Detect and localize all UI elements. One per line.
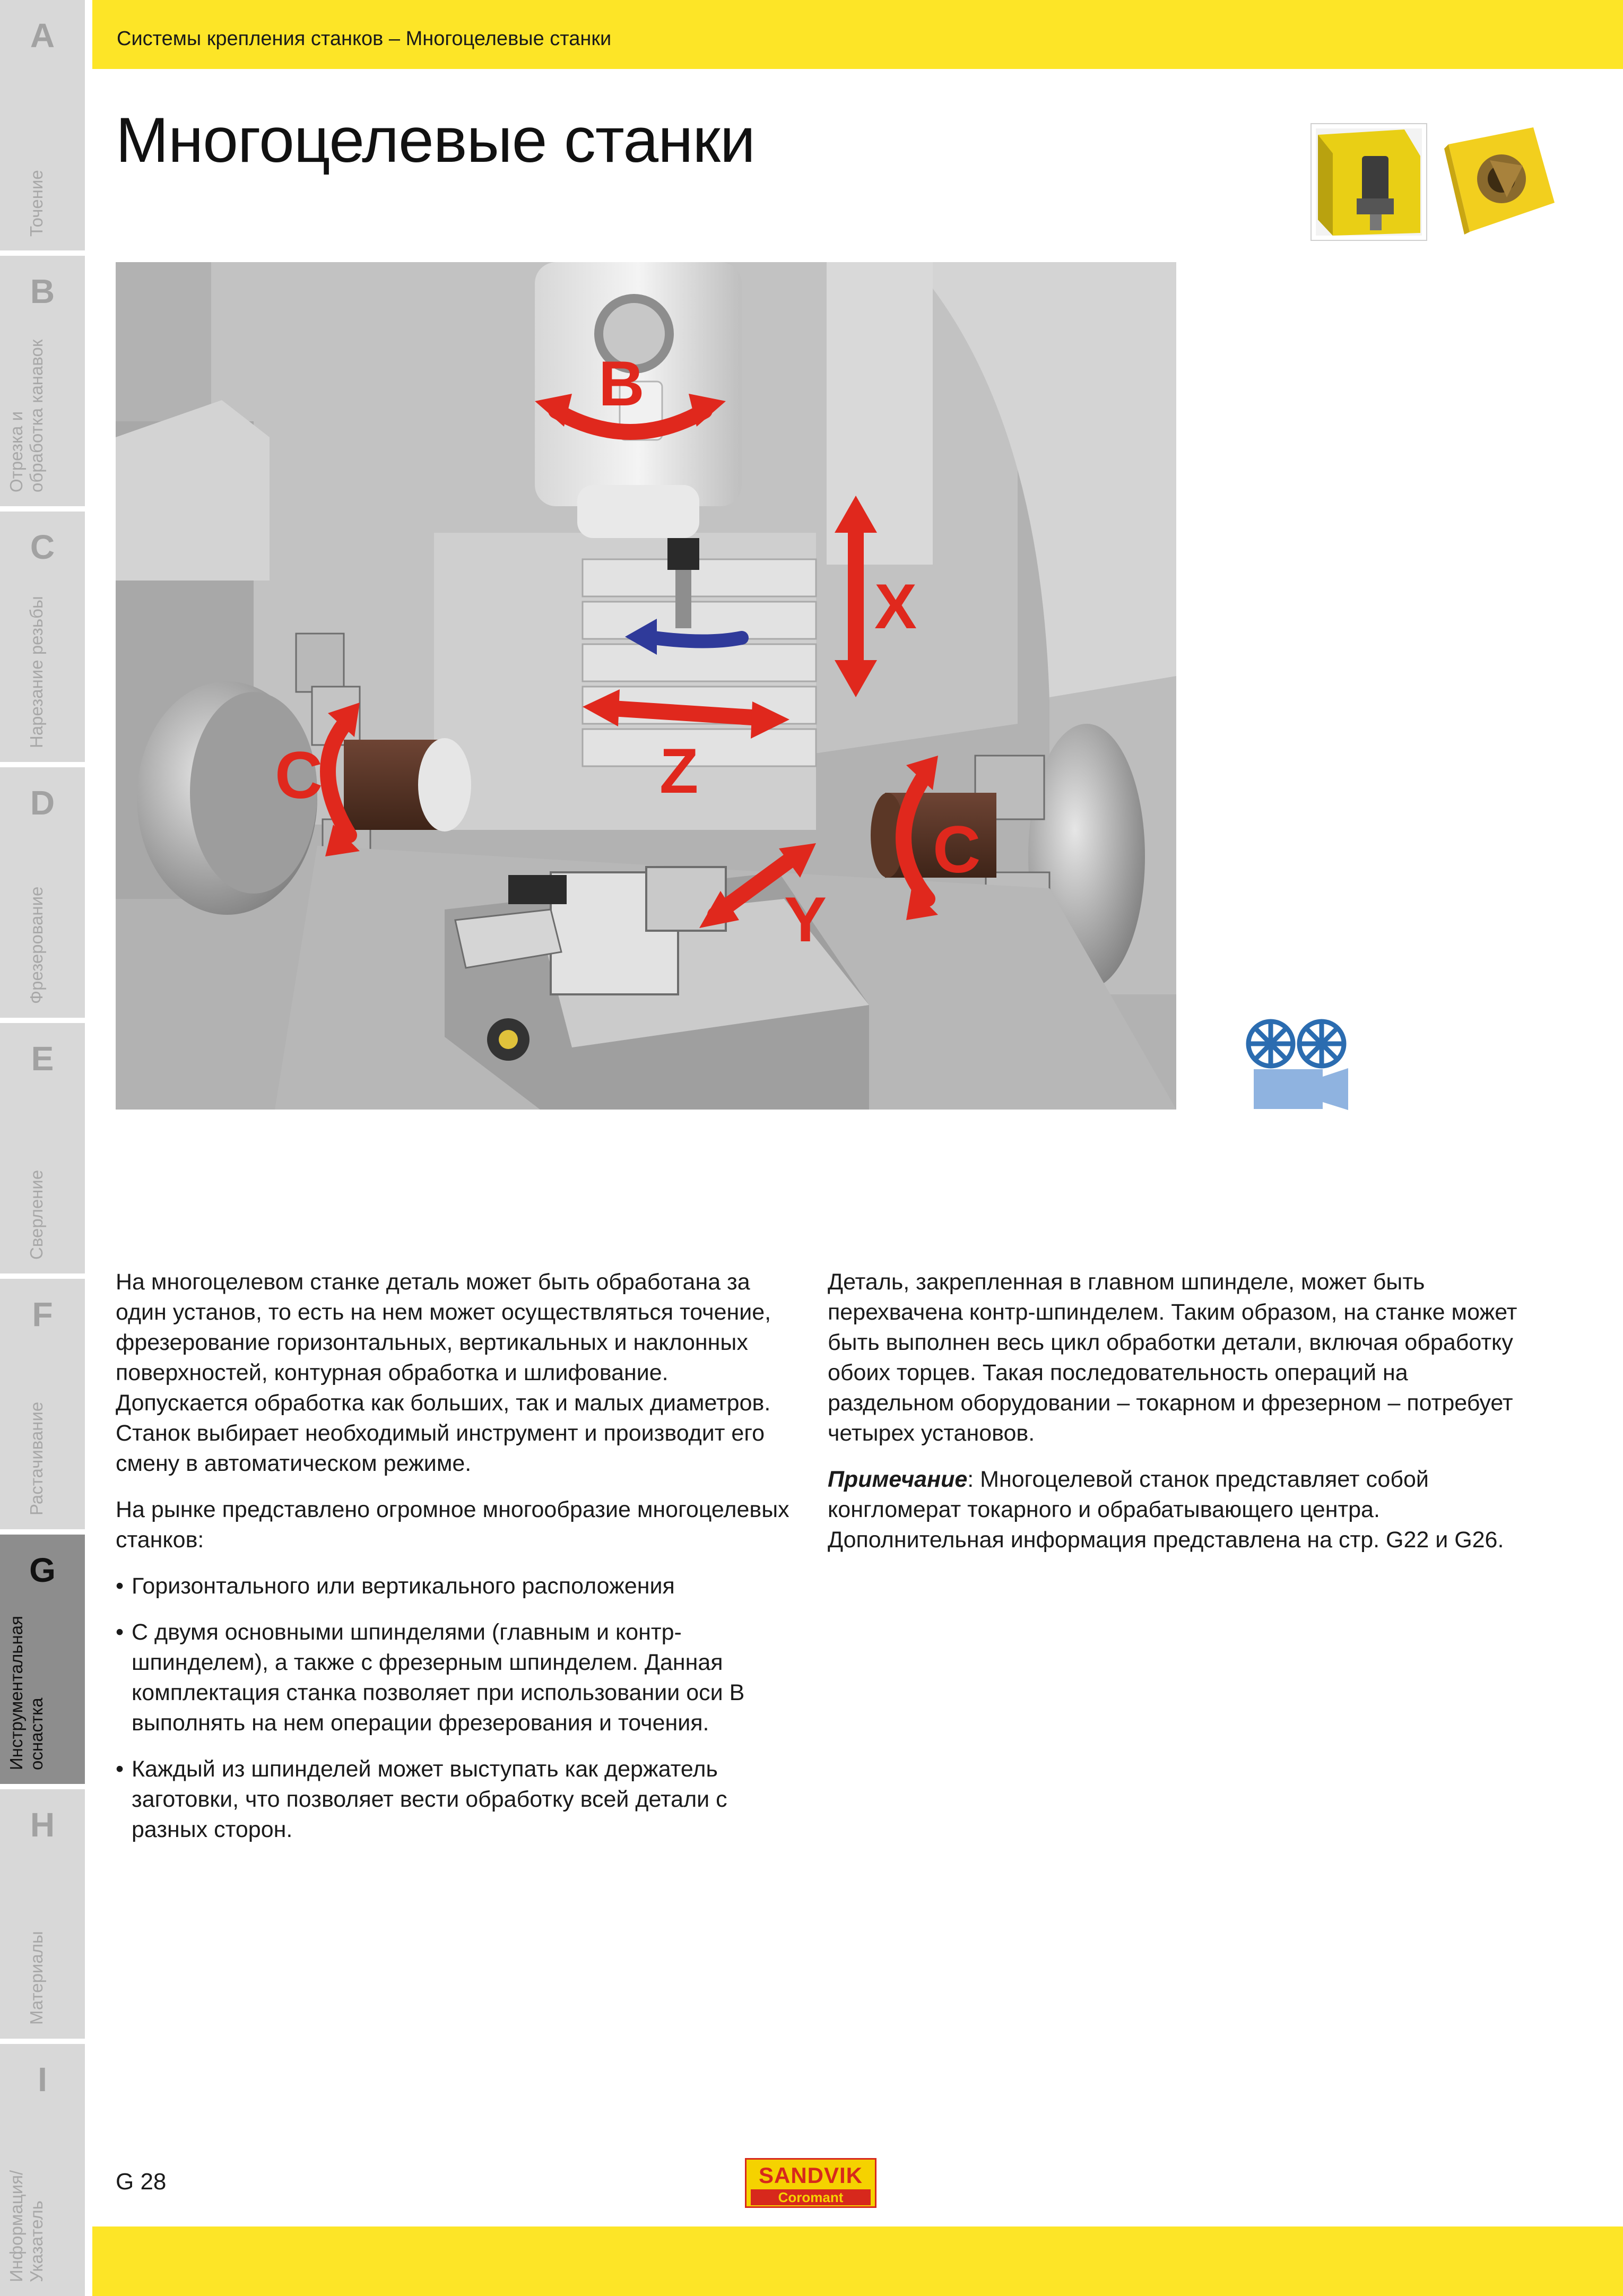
section-label: Инструментальная оснастка [6, 1616, 46, 1770]
axis-label-b: B [598, 348, 645, 419]
list-item [116, 1754, 805, 1845]
axis-label-z: Z [659, 735, 699, 807]
side-section-tabs [0, 0, 85, 2296]
section-tab-f[interactable] [0, 1279, 85, 1529]
note-text: : Многоцелевой станок представляет собой конгломерат токарного и обрабатывающего центра. Дополнительная информация представлена на стр. G22 и G26. [828, 1467, 1504, 1553]
section-tab-c[interactable] [0, 512, 85, 762]
paragraph: Деталь, закрепленная в главном шпинделе, может быть перехвачена контр-шпинделем. Таким образом, на станке может быть выполнен весь цикл обработки детали, включая обработку обоих торцев. Такая последовательность операций на раздельном оборудовании – токарном и фрезерном – потребует четырех установов. [828, 1269, 1517, 1446]
section-tab-i[interactable] [0, 2044, 85, 2296]
catalog-thumbnail-icon[interactable] [1443, 123, 1558, 239]
bullet-symbol: • [116, 1619, 124, 1645]
text-column-left [116, 1267, 805, 1861]
axis-label-c-right: C [933, 813, 981, 887]
section-letter: H [30, 1806, 55, 1844]
page-number: G 28 [116, 2169, 167, 2195]
section-label: Растачивание [27, 1401, 46, 1515]
breadcrumb: Системы крепления станков – Многоцелевые станки [117, 28, 612, 50]
section-letter: G [29, 1551, 56, 1589]
section-letter: C [30, 528, 55, 566]
section-tab-h[interactable] [0, 1789, 85, 2039]
section-label: Точение [27, 170, 46, 237]
section-label: Нарезание резьбы [27, 596, 46, 748]
section-label: Фрезерование [27, 886, 46, 1004]
list-item-text: С двумя основными шпинделями (главным и контр-шпинделем), а также с фрезерным шпинделем. Данная комплектация станка позволяет при использовании оси B выполнять на нем операции фрезерования и точения. [132, 1619, 745, 1736]
catalog-thumbnail-icon[interactable] [1310, 123, 1427, 241]
footer-bar [92, 2226, 1623, 2296]
section-letter: F [32, 1295, 53, 1333]
section-tab-d[interactable] [0, 767, 85, 1018]
film-projector-icon[interactable] [1243, 1017, 1349, 1110]
section-label: Информация/ Указатель [6, 2170, 46, 2282]
bullet-symbol: • [116, 1573, 124, 1599]
axis-label-c-left: C [275, 739, 323, 812]
sandvik-coromant-logo[interactable] [745, 2158, 876, 2208]
logo-text-coromant: Coromant [751, 2189, 871, 2205]
list-item [116, 1617, 805, 1738]
paragraph: На рынке представлено огромное многообразие многоцелевых станков: [116, 1497, 789, 1553]
section-label: Отрезка и обработка канавок [6, 339, 46, 492]
note-paragraph [828, 1465, 1528, 1555]
list-item-text: Горизонтального или вертикального расположения [132, 1573, 675, 1599]
section-letter: I [38, 2060, 47, 2099]
section-letter: E [31, 1039, 54, 1078]
list-item [116, 1571, 805, 1601]
section-tab-g[interactable] [0, 1535, 85, 1784]
page-title: Многоцелевые станки [116, 105, 755, 176]
multitask-machine-illustration [116, 262, 1176, 1110]
axis-label-x: X [874, 571, 917, 642]
text-column-right [828, 1267, 1528, 1571]
section-label: Сверление [27, 1169, 46, 1260]
logo-text-sandvik: SANDVIK [758, 2163, 863, 2188]
bullet-symbol: • [116, 1756, 124, 1782]
section-letter: A [30, 16, 55, 55]
axis-label-y: Y [784, 884, 827, 955]
list-item-text: Каждый из шпинделей может выступать как держатель заготовки, что позволяет вести обработку всей детали с разных сторон. [132, 1756, 727, 1842]
section-tab-e[interactable] [0, 1023, 85, 1273]
header-bar [92, 0, 1623, 69]
section-tab-a[interactable] [0, 0, 85, 250]
section-tab-b[interactable] [0, 256, 85, 506]
section-label: Материалы [27, 1931, 46, 2025]
paragraph: На многоцелевом станке деталь может быть обработана за один установ, то есть на нем может осуществляться точение, фрезерование горизонтальных, вертикальных и наклонных поверхностей, контурная обработка и шлифование. Допускается обработка как больших, так и малых диаметров. Станок выбирает необходимый инструмент и производит его смену в автоматическом режиме. [116, 1269, 771, 1476]
section-letter: D [30, 784, 55, 822]
section-letter: B [30, 272, 55, 310]
note-label: Примечание [828, 1467, 968, 1492]
